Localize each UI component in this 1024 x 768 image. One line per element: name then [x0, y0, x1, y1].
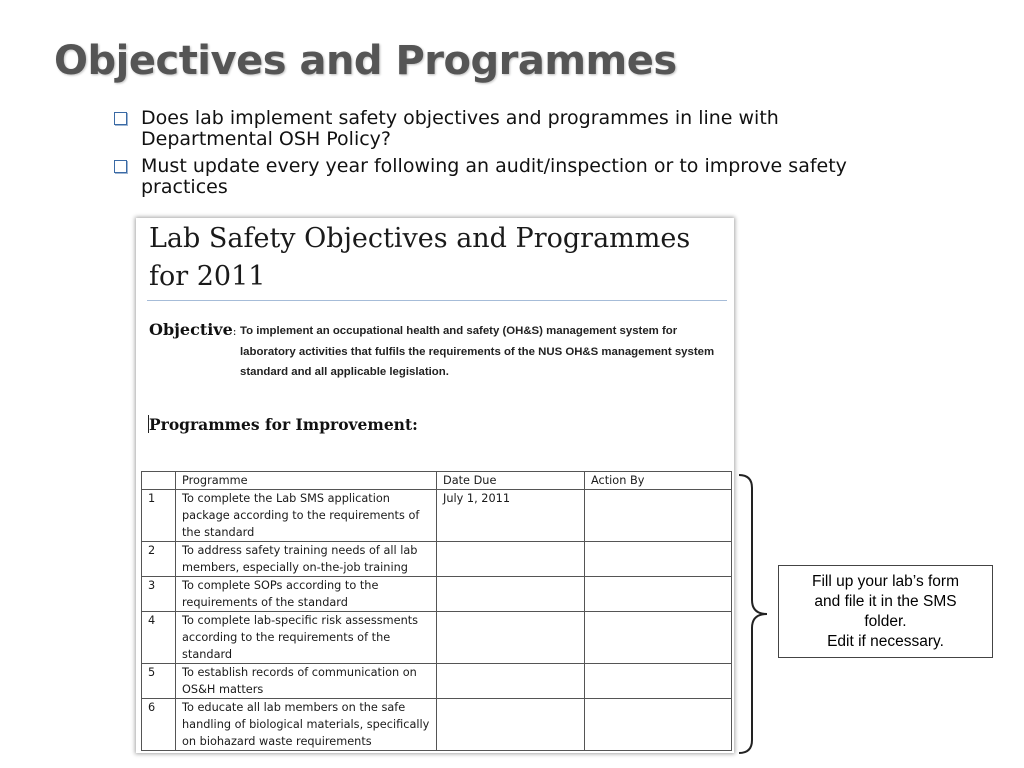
date-due-cell: July 1, 2011	[437, 490, 585, 542]
row-number: 6	[142, 699, 176, 751]
date-due-cell	[437, 542, 585, 577]
instruction-note	[778, 565, 993, 658]
bullet-item	[114, 108, 874, 150]
table-header-cell: Date Due	[437, 472, 585, 490]
table-row	[142, 490, 732, 542]
note-line: and file it in the SMS	[814, 593, 957, 610]
action-by-cell	[585, 542, 732, 577]
table-header-cell	[142, 472, 176, 490]
row-number: 2	[142, 542, 176, 577]
bullet-item	[114, 156, 874, 198]
programme-cell: To address safety training needs of all lab members, especially on-the-job training	[176, 542, 437, 577]
programme-cell: To establish records of communication on OS&H matters	[176, 664, 437, 699]
action-by-cell	[585, 612, 732, 664]
objective-label	[149, 320, 237, 339]
table-row	[142, 612, 732, 664]
right-brace-icon	[737, 474, 771, 754]
action-by-cell	[585, 664, 732, 699]
row-number: 3	[142, 577, 176, 612]
note-line: Fill up your lab’s form	[811, 573, 959, 590]
action-by-cell	[585, 577, 732, 612]
bullet-text: Must update every year following an audit/inspection or to improve safety practices	[141, 155, 847, 198]
bullet-text: Does lab implement safety objectives and programmes in line with Departmental OSH Policy?	[141, 107, 779, 150]
row-number: 5	[142, 664, 176, 699]
programme-cell: To educate all lab members on the safe handling of biological materials, specifically on biohazard waste requirements	[176, 699, 437, 751]
objective-text: To implement an occupational health and safety (OH&S) management system for laboratory activities that fulfils the requirements of the NUS OH&S management system standard and all applicable legislation.	[240, 325, 715, 378]
objective-label-text: Objective	[149, 320, 233, 339]
row-number: 4	[142, 612, 176, 664]
note-line: folder.	[864, 613, 907, 630]
date-due-cell	[437, 577, 585, 612]
table-row	[142, 664, 732, 699]
document-screenshot	[136, 218, 734, 753]
date-due-cell	[437, 664, 585, 699]
title-divider	[147, 300, 727, 301]
programme-cell: To complete lab-specific risk assessments according to the requirements of the standard	[176, 612, 437, 664]
table-row	[142, 577, 732, 612]
slide-title: Objectives and Programmes	[54, 38, 677, 84]
table-row	[142, 699, 732, 751]
objective-colon: :	[232, 325, 237, 338]
date-due-cell	[437, 699, 585, 751]
programme-cell: To complete the Lab SMS application package according to the requirements of the standard	[176, 490, 437, 542]
bullet-list	[114, 108, 874, 204]
row-number: 1	[142, 490, 176, 542]
checkbox-bullet-icon	[114, 112, 127, 125]
checkbox-bullet-icon	[114, 160, 127, 173]
table-row	[142, 542, 732, 577]
table-header-cell: Action By	[585, 472, 732, 490]
table-header-row	[142, 472, 732, 490]
programmes-heading: Programmes for Improvement:	[149, 415, 418, 434]
document-title: Lab Safety Objectives and Programmes for 2011	[149, 223, 691, 292]
date-due-cell	[437, 612, 585, 664]
programme-cell: To complete SOPs according to the requirements of the standard	[176, 577, 437, 612]
programmes-table	[141, 471, 732, 751]
action-by-cell	[585, 490, 732, 542]
table-header-cell: Programme	[176, 472, 437, 490]
action-by-cell	[585, 699, 732, 751]
note-line: Edit if necessary.	[827, 633, 944, 650]
